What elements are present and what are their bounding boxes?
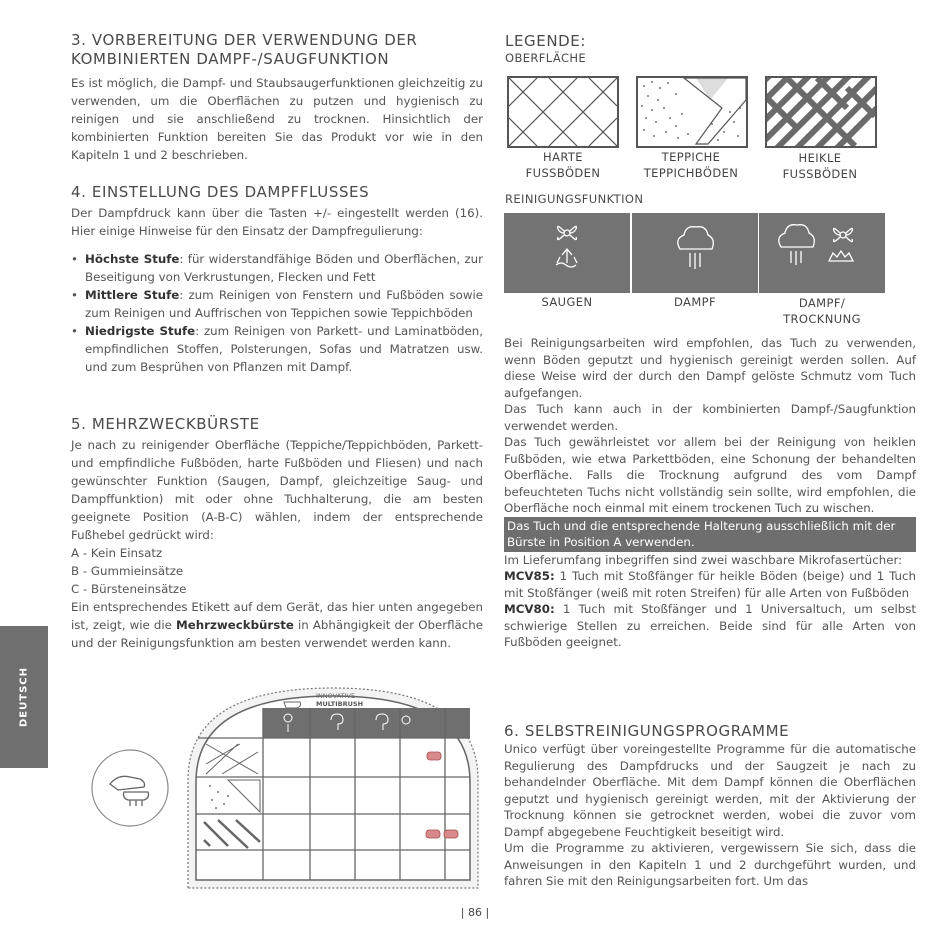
bullet-high — [71, 250, 483, 286]
section-4-text — [71, 204, 483, 376]
position-b: B - Gummieinsätze — [71, 564, 184, 578]
brush-icon — [110, 776, 149, 806]
section-5-label-text — [71, 598, 483, 652]
section-5-title: 5. MEHRZWECKBÜRSTE — [71, 415, 260, 433]
bullet-high-text: : für widerstandfähige Böden und Oberflächen, zur Beseitigung von Verkrustungen, Flecken und Fett — [85, 252, 483, 284]
section-3-text: Es ist möglich, die Dampf- und Staubsaugerfunktionen gleichzeitig zu verwenden, um die Oberflächen zu putzen und hygienisch zu reinigen und sie anschließend zu trocknen. Hinsichtlich der kombinierten Funktion bereiten Sie das Produkt vor wie in den Kapiteln 1 und 2 beschrieben. — [71, 76, 483, 162]
multibrush-label-illustration — [88, 680, 488, 895]
bullet-medium — [71, 286, 483, 322]
paragraph-cloths-included: Im Lieferumfang inbegriffen sind zwei waschbare Mikrofasertücher: — [504, 552, 903, 567]
surface-1-caption: HARTE FUSSBÖDEN — [525, 150, 601, 180]
label-text-pre: Ein entsprechendes Etikett auf dem Gerät, das hier unten angegeben ist, zeigt, wie die — [71, 600, 483, 632]
function-1-caption: SAUGEN — [541, 295, 593, 309]
mcv80-text: 1 Tuch mit Stoßfänger und 1 Universaltuch, um selbst schwierige Stellen zu erreichen. Beide sind für alle Arten von Fußböden geeignet. — [504, 602, 916, 649]
paragraph-mcv85 — [504, 568, 916, 601]
bullet-medium-label: Mittlere Stufe — [85, 288, 180, 302]
bullet-low-label: Niedrigste Stufe — [85, 324, 196, 338]
highlight-notice: Das Tuch und die entsprechende Halterung ausschließlich mit der Bürste in Position A verwenden. — [504, 517, 916, 552]
section-3-title-line2: KOMBINIERTEN DAMPF-/SAUGFUNKTION — [71, 50, 390, 68]
paragraph-cloth-3: Das Tuch gewährleistet vor allem bei der Reinigung von heiklen Fußböden, wie etwa Parkettböden, eine Schonung der behandelten Oberfläche. Falls die Trocknung aufgrund des vom Dampf befeuchteten Tuchs nicht vollständig sein sollte, wird empfohlen, die Oberfläche noch einmal mit einem trockenen Tuch zu wischen. — [504, 435, 916, 515]
paragraph-mcv80 — [504, 601, 916, 651]
surface-title: OBERFLÄCHE — [505, 51, 587, 65]
legend-title: LEGENDE: — [505, 32, 587, 50]
bullet-low — [71, 322, 483, 376]
section-4-intro: Der Dampfdruck kann über die Tasten +/- eingestellt werden (16). Hier einige Hinweise für den Einsatz der Dampfregulierung: — [71, 206, 483, 238]
hard-floor-pattern — [509, 78, 617, 146]
section-6-para-1: Unico verfügt über voreingestellte Programme für die automatische Regulierung des Dampfdrucks und der Saugzeit je nach zu behandelnder Oberfläche. Mit dem Dampf können die Oberflächen geputzt und hygienisch gereinigt werden, mit der Aktivierung der Trocknung können sie getrocknet werden, wobei die zuvor vom Dampf abgegebene Feuchtigkeit beseitigt wird. — [504, 742, 916, 839]
function-suction-box — [504, 213, 630, 293]
section-6-title: 6. SELBSTREINIGUNGSPROGRAMME — [504, 722, 790, 740]
paragraph-cloth-2: Das Tuch kann auch in der kombinierten Dampf-/Saugfunktion verwendet werden. — [504, 402, 916, 433]
brush-label-line1: INNOVATIVE — [316, 692, 356, 700]
legend-hard-floor — [507, 76, 619, 148]
section-4-title: 4. EINSTELLUNG DES DAMPFFLUSSES — [71, 183, 370, 201]
label-header-row — [263, 708, 470, 738]
section-5-text — [71, 436, 483, 652]
legend-carpet — [636, 76, 748, 148]
paragraph-cloth-1: Bei Reinigungsarbeiten wird empfohlen, das Tuch zu verwenden, wenn Böden geputzt und hygienisch gereinigt werden sollen. Auf diese Weise wird der durch den Dampf gelöste Schmutz vom Tuch aufgefangen. — [504, 336, 916, 400]
suction-icon — [504, 213, 630, 293]
section-5-intro: Je nach zu reinigender Oberfläche (Teppiche/Teppichböden, Parkett- und empfindliche Fußböden, harte Fußböden und Fliesen) und nach gewünschter Funktion (Saugen, Dampf, gleichzeitige Saug- und Dampffunktion) mit oder ohne Tuchhalterung, die am besten geeignete Position (A-B-C) wählen, indem der entsprechende Fußhebel gedrückt wird: — [71, 438, 483, 542]
function-3-caption: DAMPF/ TROCKNUNG — [783, 296, 861, 326]
section-3-title-line1: 3. VORBEREITUNG DER VERWENDUNG DER — [71, 31, 418, 49]
function-steam-box — [632, 213, 758, 293]
bullet-high-label: Höchste Stufe — [85, 252, 180, 266]
function-2-caption: DAMPF — [674, 295, 716, 309]
label-text-bold: Mehrzweckbürste — [176, 618, 294, 632]
function-title: REINIGUNGSFUNKTION — [505, 192, 644, 206]
label-text-post: in Abhängigkeit der Oberfläche und der Reinigungsfunktion am besten verwendet werden kann. — [71, 618, 483, 650]
mcv80-label: MCV80: — [504, 602, 555, 616]
steam-icon — [632, 213, 758, 293]
carpet-pattern — [638, 78, 746, 146]
bullet-low-text: : zum Reinigen von Parkett- und Laminatböden, empfindlichen Stoffen, Polsterungen, Sofas und Matratzen usw. und zum Besprühen von Pflanzen mit Dampf. — [85, 324, 483, 374]
language-label: DEUTSCH — [18, 667, 30, 727]
delicate-pattern — [767, 78, 875, 146]
section-3-title — [71, 31, 491, 69]
language-sidebar — [0, 626, 48, 768]
section-6-para-2: Um die Programme zu aktivieren, vergewissern Sie sich, dass die Anweisungen in den Kapiteln 1 und 2 durchgeführt wurden, und fahren Sie mit den Reinigungsarbeiten fort. Um das — [504, 841, 916, 888]
mcv85-label: MCV85: — [504, 569, 555, 583]
surface-3-caption: HEIKLE FUSSBÖDEN — [782, 151, 858, 181]
legend-delicate — [765, 76, 877, 148]
function-steam-dry-box — [759, 213, 885, 293]
position-c: C - Bürsteneinsätze — [71, 582, 187, 596]
mcv85-text: 1 Tuch mit Stoßfänger für heikle Böden (beige) und 1 Tuch mit Stoßfänger (weiß mit roten Streifen) für alle Arten von Fußböden — [504, 569, 916, 600]
right-body — [504, 335, 916, 651]
section-6-text — [504, 741, 916, 890]
position-a: A - Kein Einsatz — [71, 546, 163, 560]
surface-2-caption: TEPPICHE TEPPICHBÖDEN — [643, 150, 739, 180]
page-number: | 86 | — [460, 906, 490, 919]
steam-dry-icon — [759, 213, 885, 293]
bullet-medium-text: : zum Reinigen von Fenstern und Fußböden sowie zum Reinigen und Auffrischen von Teppichen sowie Teppichböden — [85, 288, 484, 320]
brush-label-line2: MULTIBRUSH — [316, 700, 364, 708]
